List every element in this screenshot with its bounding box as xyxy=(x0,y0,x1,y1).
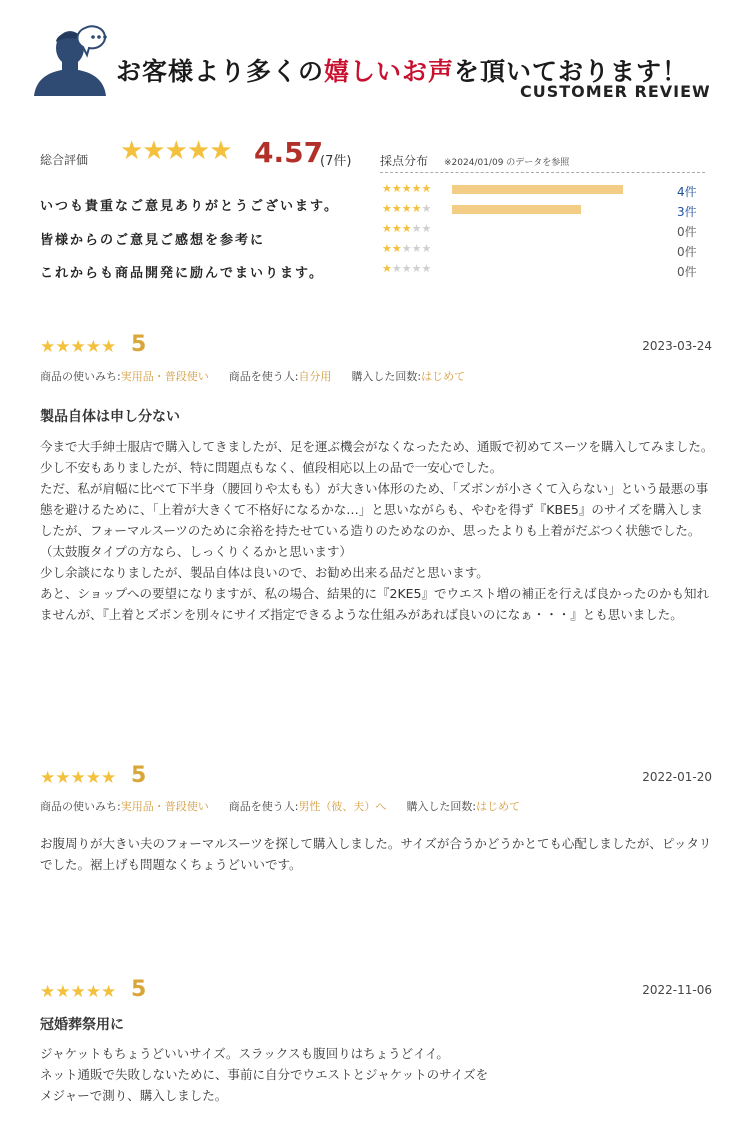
review-meta xyxy=(40,368,465,384)
review-score: 5 xyxy=(131,977,147,1002)
review-paragraph: 少し余談になりましたが、製品自体は良いので、お勧め出来る品だと思います。 xyxy=(40,565,489,580)
distribution-count: 0件 xyxy=(677,245,697,259)
review-paragraph: ジャケットもちょうどいいサイズ。スラックスも腹回りはちょうどイイ。 xyxy=(40,1046,449,1061)
review-body xyxy=(40,833,714,875)
review-meta xyxy=(40,798,520,814)
review-paragraph: ネット通販で失敗しないために、事前に自分でウエストとジャケットのサイズを xyxy=(40,1067,489,1082)
overall-star-rating xyxy=(120,136,232,166)
distribution-row-4[interactable] xyxy=(382,202,702,220)
thanks-message-3: これからも商品開発に励んでまいります。 xyxy=(40,266,324,281)
review-paragraph: ただ、私が肩幅に比べて下半身（腰回りや太もも）が大きい体形のため、「ズボンが小さくて入らない」という最悪の事態を避けるために、「上着が大きくて不格好になるかな…」と思いながらも、やむを得ず『KBE5』のサイズを購入しましたが、フォーマルスーツのために余裕を持たせている造りのためなのか、思ったよりも上着がだぶつく状態でした。（太鼓腹タイプの方なら、しっくりくるかと思います） xyxy=(40,481,709,559)
meta-value: 自分用 xyxy=(298,370,332,383)
meta-label: 購入した回数: xyxy=(406,800,477,813)
meta-value: 実用品・普段使い xyxy=(120,370,209,383)
meta-value: 実用品・普段使い xyxy=(120,800,209,813)
review-body xyxy=(40,436,714,625)
headline-post: を頂いております！ xyxy=(454,57,689,86)
row-stars-filled: ★★★★ xyxy=(382,202,422,215)
meta-value: 男性（彼、夫）へ xyxy=(298,800,387,813)
review-paragraph: 少し不安もありましたが、特に問題点もなく、値段相応以上の品で一安心でした。 xyxy=(40,460,503,475)
review-score: 5 xyxy=(131,763,147,788)
row-stars-filled: ★ xyxy=(382,262,392,275)
thanks-message-2: 皆様からのご意見ご感想を参考に xyxy=(40,233,266,248)
distribution-label: 採点分布 xyxy=(380,154,429,168)
distribution-row-2 xyxy=(382,242,702,260)
thanks-message-1: いつも貴重なご意見ありがとうございます。 xyxy=(40,199,339,214)
review-paragraph: メジャーで測り、購入しました。 xyxy=(40,1088,228,1103)
distribution-row-5[interactable] xyxy=(382,182,702,200)
review-stars: ★★★★★ xyxy=(40,337,117,357)
review-paragraph: あと、ショップへの要望になりますが、私の場合、結果的に『2KE5』でウエスト増の補正を行えば良かったのかも知れませんが、『上着とズボンを別々にサイズ指定できるような仕組みがあれば良いのになぁ・・・』とも思いました。 xyxy=(40,586,710,622)
row-stars-filled: ★★★★★ xyxy=(382,182,432,195)
distribution-count: 0件 xyxy=(677,225,697,239)
overall-review-count: (7件) xyxy=(320,154,352,169)
review-title: 製品自体は申し分ない xyxy=(40,409,180,425)
distribution-row-3 xyxy=(382,222,702,240)
review-date: 2023-03-24 xyxy=(642,339,712,353)
headline-pre: お客様より多くの xyxy=(116,57,325,86)
row-stars-empty: ★★★★ xyxy=(391,262,432,275)
distribution-count[interactable]: 4件 xyxy=(677,185,697,199)
row-stars-filled: ★★ xyxy=(382,242,402,255)
overall-score: 4.57 xyxy=(254,136,324,169)
row-stars-empty: ★ xyxy=(421,202,432,215)
distribution-bar xyxy=(452,185,623,194)
row-stars-filled: ★★★ xyxy=(382,222,412,235)
review-paragraph: 今まで大手紳士服店で購入してきましたが、足を運ぶ機会がなくなったため、通販で初めてスーツを購入してみました。 xyxy=(40,439,714,454)
distribution-count: 0件 xyxy=(677,265,697,279)
distribution-note: ※2024/01/09 のデータを参照 xyxy=(444,158,570,168)
divider xyxy=(380,172,705,173)
distribution-row-1 xyxy=(382,262,702,280)
distribution-bar xyxy=(452,205,581,214)
meta-label: 商品を使う人: xyxy=(228,370,299,383)
review-separator xyxy=(40,919,704,925)
meta-value: はじめて xyxy=(476,800,521,813)
review-body xyxy=(40,1043,714,1106)
customer-speech-icon xyxy=(30,18,110,98)
row-stars-empty: ★★★ xyxy=(401,242,432,255)
review-paragraph: お腹周りが大きい夫のフォーマルスーツを探して購入しました。サイズが合うかどうかとても心配しましたが、ピッタリでした。裾上げも問題なくちょうどいいです。 xyxy=(40,836,712,872)
review-title: 冠婚葬祭用に xyxy=(40,1017,124,1033)
review-score: 5 xyxy=(131,332,147,357)
headline-emphasis: 嬉しいお声 xyxy=(324,57,455,86)
meta-label: 購入した回数: xyxy=(351,370,422,383)
review-stars: ★★★★★ xyxy=(40,982,117,1002)
review-separator xyxy=(40,709,704,715)
page-subtitle: CUSTOMER REVIEW xyxy=(520,82,711,101)
review-date: 2022-01-20 xyxy=(642,770,712,784)
meta-label: 商品の使いみち: xyxy=(40,370,121,383)
review-date: 2022-11-06 xyxy=(642,983,712,997)
distribution-count[interactable]: 3件 xyxy=(677,205,697,219)
overall-rating-label: 総合評価 xyxy=(40,153,89,167)
meta-value: はじめて xyxy=(421,370,466,383)
meta-label: 商品の使いみち: xyxy=(40,800,121,813)
review-stars: ★★★★★ xyxy=(40,768,117,788)
overall-stars: ★★★★★ xyxy=(120,136,232,166)
meta-label: 商品を使う人: xyxy=(228,800,299,813)
row-stars-empty: ★★ xyxy=(411,222,432,235)
